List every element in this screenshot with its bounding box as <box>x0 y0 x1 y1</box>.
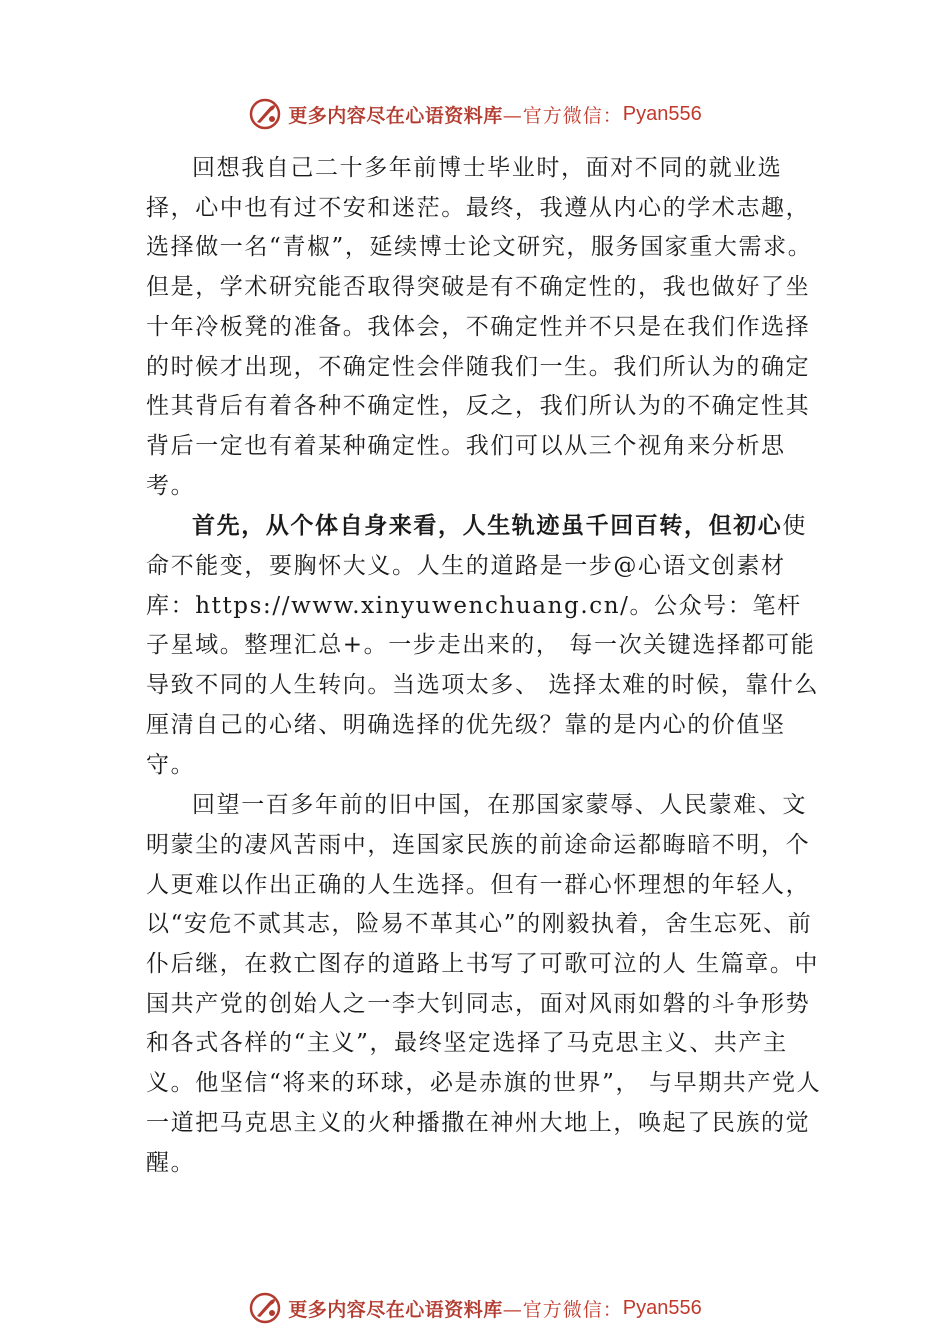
quill-logo-icon <box>248 97 282 131</box>
header-watermark <box>0 92 950 136</box>
paragraph-3 <box>146 785 826 1183</box>
header-wechat-id: Pyan556 <box>622 102 702 125</box>
footer-wechat-id: Pyan556 <box>622 1296 702 1319</box>
paragraph-1-text: 回想我自己二十多年前博士毕业时，面对不同的就业选择，心中也有过不安和迷茫。最终，我遵从内心的学术志趣，选择做一名“青椒”，延续博士论文研究，服务国家重大需求。但是，学术研究能否取得突破是有不确定性的，我也做好了坐十年冷板凳的准备。我体会，不确定性并不只是在我们作选择的时候才出现，不确定性会伴随我们一生。我们所认为的确定性其背后有着各种不确定性，反之，我们所认为的不确定性其背后一定也有着某种确定性。我们可以从三个视角来分析思考。 <box>146 155 813 499</box>
footer-official-label: —官方微信： <box>502 1298 623 1321</box>
paragraph-1 <box>146 148 826 506</box>
footer-brand: 更多内容尽在心语资料库 <box>288 1298 503 1321</box>
header-brand: 更多内容尽在心语资料库 <box>288 104 503 127</box>
footer-watermark <box>0 1286 950 1330</box>
paragraph-2-lead: 首先，从个体自身来看，人生轨迹虽千回百转，但初心 <box>192 512 783 540</box>
paragraph-2-text: 使命不能变，要胸怀大义。人生的道路是一步@心语文创素材库：https://www.xinyuwenchuang.cn/。公众号：笔杆子星域。整理汇总+。一步走出来的， 每一次关键选择都可能导致不同的人生转向。当选项太多、 选择太难的时候，靠什么厘清自己的心绪、明确选择的优先级？靠的是内心的价值坚守。 <box>146 513 820 778</box>
header-official-label: —官方微信： <box>502 104 623 127</box>
document-body <box>146 148 826 1183</box>
quill-logo-icon <box>248 1291 282 1325</box>
paragraph-3-text: 回望一百多年前的旧中国，在那国家蒙辱、人民蒙难、文明蒙尘的凄风苦雨中，连国家民族的前途命运都晦暗不明，个人更难以作出正确的人生选择。但有一群心怀理想的年轻人，以“安危不贰其志，险易不革其心”的刚毅执着，舍生忘死、前仆后继，在救亡图存的道路上书写了可歌可泣的人 生篇章。中国共产党的创始人之一李大钊同志，面对风雨如磐的斗争形势和各式各样的“主义”，最终坚定选择了马克思主义、共产主义。他坚信“将来的环球，必是赤旗的世界”， 与早期共产党人一道把马克思主义的火种播撒在神州大地上，唤起了民族的觉醒。 <box>146 792 822 1176</box>
paragraph-2 <box>146 506 826 785</box>
